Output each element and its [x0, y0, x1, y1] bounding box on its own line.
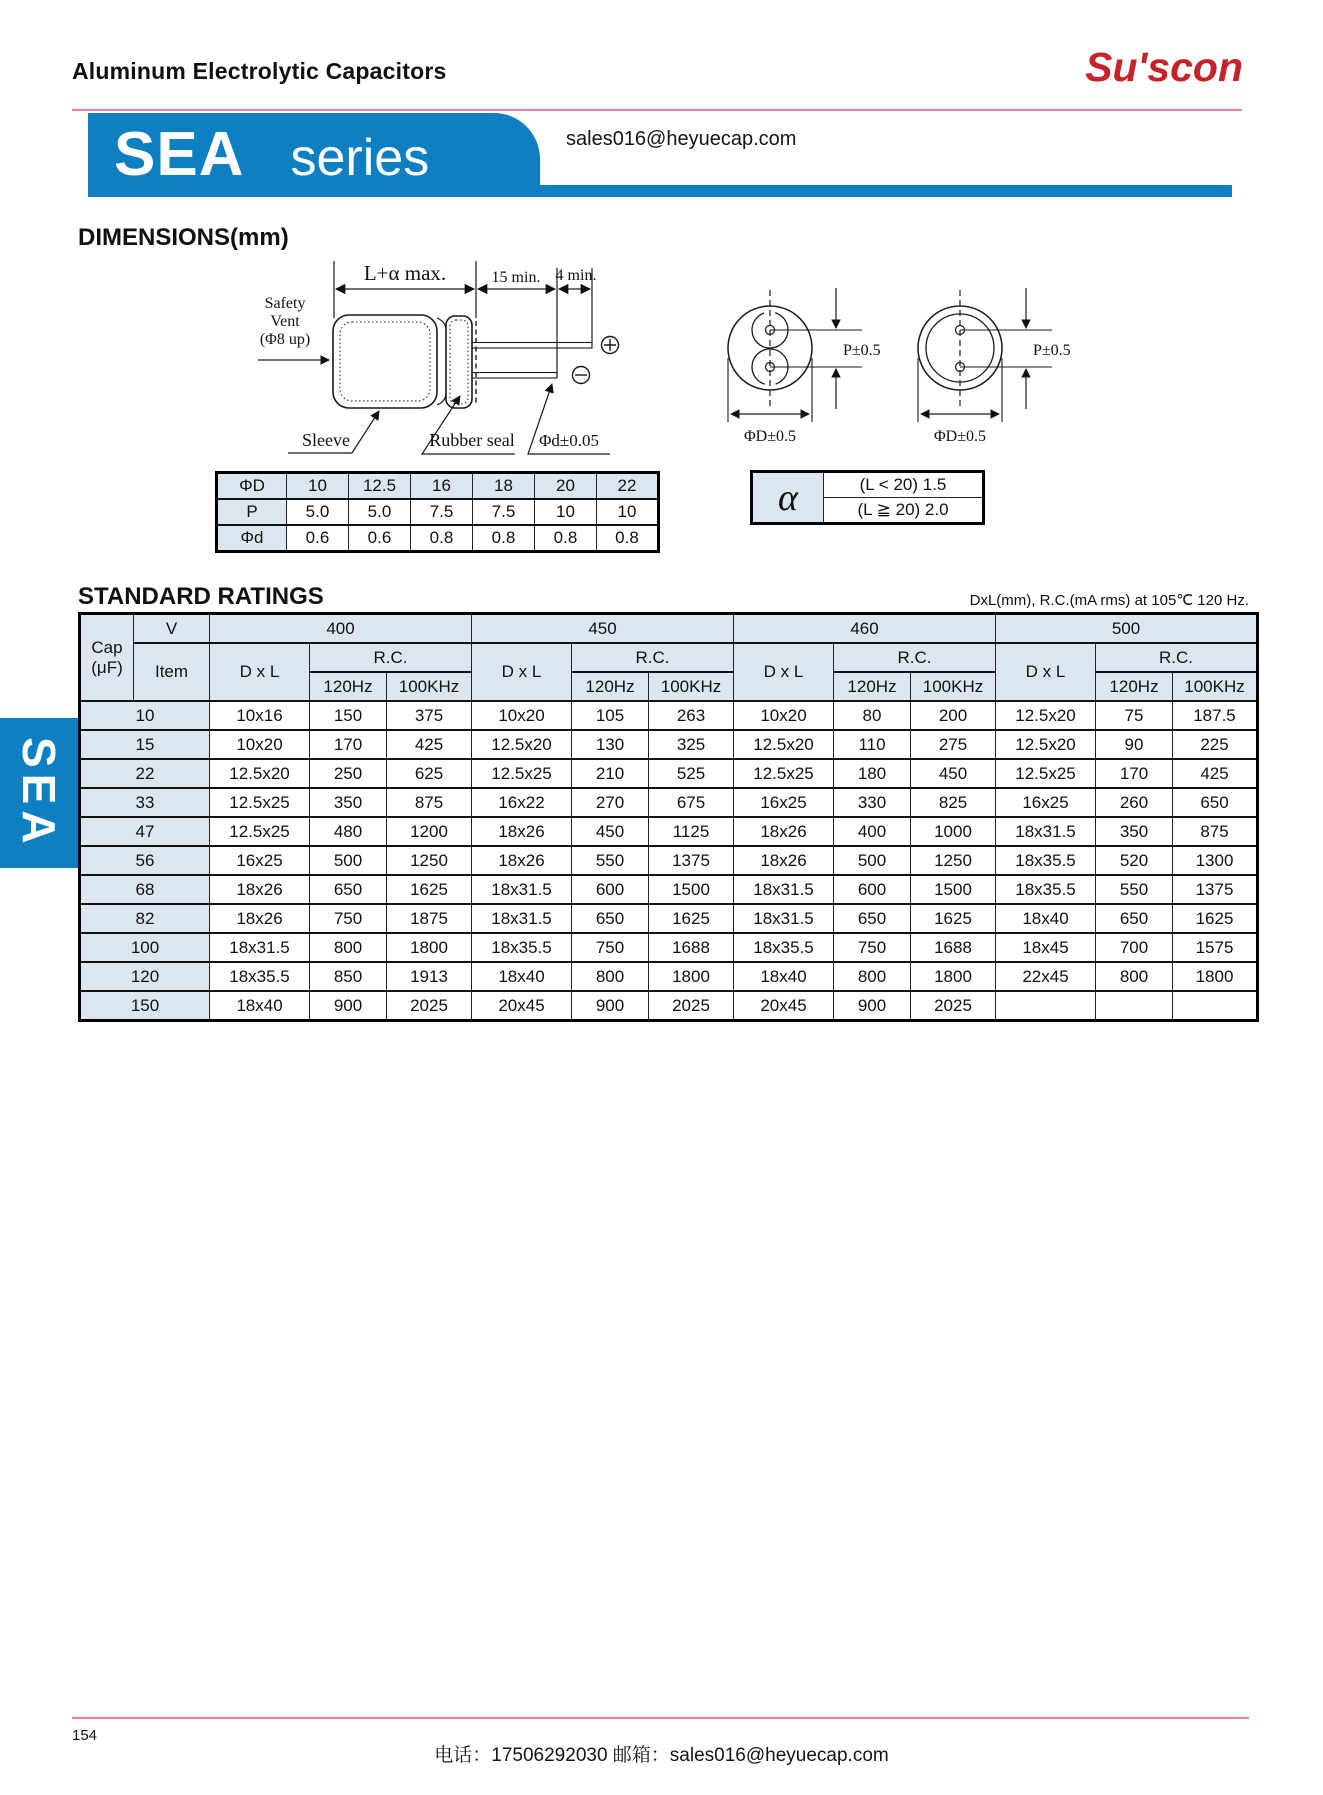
freq-header: 120Hz — [1096, 672, 1173, 701]
rc-100khz-value: 2025 — [387, 991, 472, 1021]
rc-100khz-value: 875 — [387, 788, 472, 817]
dxl-header: D x L — [210, 643, 310, 701]
rc-120hz-value: 260 — [1096, 788, 1173, 817]
cap-header-line1: Cap — [91, 637, 123, 657]
cap-value: 82 — [80, 904, 210, 933]
series-side-tab-label: SEA — [13, 736, 65, 850]
dim-cell: 0.8 — [535, 525, 597, 552]
dxl-value: 12.5x20 — [996, 730, 1096, 759]
dim-cell: 0.8 — [597, 525, 659, 552]
rc-120hz-value: 800 — [310, 933, 387, 962]
ratings-row — [80, 846, 1258, 875]
rc-120hz-value: 650 — [1096, 904, 1173, 933]
alpha-table — [750, 470, 985, 525]
ratings-row — [80, 817, 1258, 846]
rc-120hz-value: 105 — [572, 701, 649, 730]
rc-120hz-value: 400 — [834, 817, 911, 846]
alpha-value: (L < 20) 1.5 — [824, 472, 984, 498]
dxl-value: 18x31.5 — [472, 904, 572, 933]
terminal-bottom-views-drawing — [630, 240, 1110, 460]
cap-value: 10 — [80, 701, 210, 730]
rc-100khz-value: 650 — [1173, 788, 1258, 817]
dxl-value: 22x45 — [996, 962, 1096, 991]
ratings-row — [80, 933, 1258, 962]
rc-120hz-value: 150 — [310, 701, 387, 730]
dxl-header: D x L — [734, 643, 834, 701]
series-name: SEA — [114, 120, 245, 189]
rc-100khz-value: 1250 — [387, 846, 472, 875]
rc-120hz-value: 900 — [310, 991, 387, 1021]
rc-100khz-value: 1625 — [1173, 904, 1258, 933]
rc-100khz-value: 1575 — [1173, 933, 1258, 962]
rc-100khz-value: 1375 — [1173, 875, 1258, 904]
dim-cell: 22 — [597, 473, 659, 500]
dxl-value: 12.5x20 — [996, 701, 1096, 730]
dxl-value: 18x35.5 — [734, 933, 834, 962]
rc-120hz-value: 450 — [572, 817, 649, 846]
v-header: V — [134, 614, 210, 644]
rc-100khz-value: 1913 — [387, 962, 472, 991]
dim-label-l-alpha: L+α max. — [363, 261, 447, 285]
dxl-value: 18x26 — [472, 817, 572, 846]
freq-header: 100KHz — [911, 672, 996, 701]
cap-value: 150 — [80, 991, 210, 1021]
rc-100khz-value: 1300 — [1173, 846, 1258, 875]
dim-row-label: Φd — [217, 525, 287, 552]
rc-120hz-value — [1096, 991, 1173, 1021]
rc-120hz-value: 800 — [1096, 962, 1173, 991]
pitch-label-left: P±0.5 — [843, 342, 881, 359]
cap-header — [80, 614, 134, 702]
rc-100khz-value: 1375 — [649, 846, 734, 875]
diameter-label-left: ΦD±0.5 — [743, 428, 797, 445]
alpha-row — [752, 472, 984, 498]
rc-100khz-value: 1250 — [911, 846, 996, 875]
rc-120hz-value: 850 — [310, 962, 387, 991]
dxl-value: 12.5x25 — [996, 759, 1096, 788]
rc-100khz-value: 187.5 — [1173, 701, 1258, 730]
dxl-value: 16x25 — [996, 788, 1096, 817]
freq-header: 120Hz — [310, 672, 387, 701]
freq-header: 100KHz — [1173, 672, 1258, 701]
series-suffix: series — [290, 129, 430, 187]
ratings-row — [80, 730, 1258, 759]
rc-100khz-value: 2025 — [649, 991, 734, 1021]
sleeve-label: Sleeve — [302, 430, 350, 450]
dxl-value: 18x35.5 — [996, 846, 1096, 875]
dim-cell: 20 — [535, 473, 597, 500]
standard-ratings-table — [78, 612, 1259, 1022]
dxl-value: 10x20 — [734, 701, 834, 730]
rc-header: R.C. — [310, 643, 472, 672]
rc-100khz-value: 2025 — [911, 991, 996, 1021]
ratings-row — [80, 701, 1258, 730]
header-divider — [72, 109, 1242, 111]
diameter-label-right: ΦD±0.5 — [933, 428, 987, 445]
dxl-value: 18x26 — [210, 904, 310, 933]
rc-100khz-value: 263 — [649, 701, 734, 730]
ratings-row — [80, 991, 1258, 1021]
rc-100khz-value: 1000 — [911, 817, 996, 846]
dxl-value: 12.5x25 — [734, 759, 834, 788]
rc-100khz-value: 1800 — [387, 933, 472, 962]
dim-cell: 10 — [597, 499, 659, 525]
rc-120hz-value: 90 — [1096, 730, 1173, 759]
dxl-value: 12.5x25 — [472, 759, 572, 788]
rc-120hz-value: 350 — [310, 788, 387, 817]
rc-100khz-value: 1625 — [911, 904, 996, 933]
rc-100khz-value — [1173, 991, 1258, 1021]
dxl-value: 10x20 — [210, 730, 310, 759]
rc-120hz-value: 600 — [834, 875, 911, 904]
freq-header: 120Hz — [572, 672, 649, 701]
rc-100khz-value: 275 — [911, 730, 996, 759]
footer-contact: 电话：17506292030 邮箱：sales016@heyuecap.com — [434, 1745, 889, 1766]
dxl-value: 12.5x25 — [210, 817, 310, 846]
dxl-value: 16x25 — [210, 846, 310, 875]
dxl-value: 18x31.5 — [210, 933, 310, 962]
rc-120hz-value: 480 — [310, 817, 387, 846]
rc-100khz-value: 1625 — [387, 875, 472, 904]
rc-120hz-value: 350 — [1096, 817, 1173, 846]
rc-100khz-value: 625 — [387, 759, 472, 788]
cap-value: 47 — [80, 817, 210, 846]
rc-120hz-value: 520 — [1096, 846, 1173, 875]
dxl-value: 20x45 — [472, 991, 572, 1021]
rc-120hz-value: 270 — [572, 788, 649, 817]
freq-header: 100KHz — [649, 672, 734, 701]
rc-100khz-value: 1800 — [911, 962, 996, 991]
rc-120hz-value: 650 — [310, 875, 387, 904]
rc-120hz-value: 80 — [834, 701, 911, 730]
page-title: Aluminum Electrolytic Capacitors — [72, 58, 447, 84]
rc-120hz-value: 170 — [310, 730, 387, 759]
rc-100khz-value: 1875 — [387, 904, 472, 933]
rc-100khz-value: 825 — [911, 788, 996, 817]
rc-header: R.C. — [572, 643, 734, 672]
dim-label-4min: 4 min. — [555, 267, 597, 284]
ratings-row — [80, 904, 1258, 933]
lead-diameter-label: Φd±0.05 — [538, 431, 600, 450]
rc-100khz-value: 1500 — [911, 875, 996, 904]
rc-120hz-value: 900 — [834, 991, 911, 1021]
dxl-value: 18x26 — [472, 846, 572, 875]
rc-120hz-value: 330 — [834, 788, 911, 817]
dim-cell: 0.8 — [473, 525, 535, 552]
lead-dimension-table — [215, 471, 660, 553]
minus-terminal-icon — [573, 367, 590, 384]
voltage-header-500: 500 — [996, 614, 1258, 644]
dim-cell: 7.5 — [411, 499, 473, 525]
rc-120hz-value: 750 — [834, 933, 911, 962]
rc-100khz-value: 375 — [387, 701, 472, 730]
ratings-header-row — [80, 614, 1258, 644]
dim-label-15min: 15 min. — [491, 269, 541, 286]
dxl-value: 12.5x25 — [210, 788, 310, 817]
dim-cell: 7.5 — [473, 499, 535, 525]
rc-120hz-value: 500 — [310, 846, 387, 875]
plus-terminal-icon — [602, 337, 619, 354]
ratings-header-row — [80, 643, 1258, 672]
ratings-note: DxL(mm), R.C.(mA rms) at 105℃ 120 Hz. — [969, 592, 1249, 609]
voltage-header-450: 450 — [472, 614, 734, 644]
cap-header-line2: (μF) — [91, 657, 123, 677]
dim-table-row — [217, 473, 659, 500]
dim-cell: 5.0 — [287, 499, 349, 525]
rc-120hz-value: 500 — [834, 846, 911, 875]
dxl-value: 18x40 — [996, 904, 1096, 933]
ratings-row — [80, 962, 1258, 991]
alpha-value: (L ≧ 20) 2.0 — [824, 498, 984, 524]
rc-120hz-value: 550 — [572, 846, 649, 875]
dxl-value: 12.5x20 — [472, 730, 572, 759]
dxl-value: 10x20 — [472, 701, 572, 730]
dim-cell: 18 — [473, 473, 535, 500]
rc-100khz-value: 875 — [1173, 817, 1258, 846]
dxl-value: 18x31.5 — [472, 875, 572, 904]
ratings-row — [80, 788, 1258, 817]
dxl-value: 18x26 — [210, 875, 310, 904]
dim-cell: 16 — [411, 473, 473, 500]
voltage-header-460: 460 — [734, 614, 996, 644]
dim-cell: 0.8 — [411, 525, 473, 552]
ratings-row — [80, 759, 1258, 788]
rc-120hz-value: 170 — [1096, 759, 1173, 788]
dxl-value: 18x31.5 — [734, 904, 834, 933]
rc-100khz-value: 325 — [649, 730, 734, 759]
rc-120hz-value: 750 — [572, 933, 649, 962]
rc-120hz-value: 750 — [310, 904, 387, 933]
rc-120hz-value: 800 — [572, 962, 649, 991]
cap-value: 68 — [80, 875, 210, 904]
ratings-row — [80, 875, 1258, 904]
cap-value: 100 — [80, 933, 210, 962]
cap-value: 56 — [80, 846, 210, 875]
rc-header: R.C. — [834, 643, 996, 672]
contact-email: sales016@heyuecap.com — [566, 128, 797, 150]
rc-100khz-value: 200 — [911, 701, 996, 730]
series-banner — [88, 113, 540, 197]
capacitor-side-view-drawing — [230, 218, 630, 468]
dim-cell: 0.6 — [287, 525, 349, 552]
dxl-value: 18x35.5 — [210, 962, 310, 991]
rc-100khz-value: 1688 — [649, 933, 734, 962]
dim-table-row — [217, 525, 659, 552]
rc-120hz-value: 800 — [834, 962, 911, 991]
rc-120hz-value: 180 — [834, 759, 911, 788]
series-side-tab — [0, 718, 78, 868]
dxl-value: 18x40 — [472, 962, 572, 991]
dxl-value: 18x26 — [734, 846, 834, 875]
rc-100khz-value: 1688 — [911, 933, 996, 962]
dxl-value: 18x45 — [996, 933, 1096, 962]
dim-cell: 0.6 — [349, 525, 411, 552]
cap-value: 33 — [80, 788, 210, 817]
rc-header: R.C. — [1096, 643, 1258, 672]
rubber-seal-label: Rubber seal — [429, 430, 515, 450]
freq-header: 100KHz — [387, 672, 472, 701]
cap-value: 120 — [80, 962, 210, 991]
dim-table-row — [217, 499, 659, 525]
rc-100khz-value: 225 — [1173, 730, 1258, 759]
safety-vent-label-2: Vent — [270, 313, 300, 330]
rc-120hz-value: 250 — [310, 759, 387, 788]
dxl-header: D x L — [472, 643, 572, 701]
dxl-value: 18x40 — [210, 991, 310, 1021]
brand-logo: Su'scon — [1085, 44, 1243, 90]
rc-120hz-value: 600 — [572, 875, 649, 904]
dimensions-section-title: DIMENSIONS(mm) — [78, 224, 289, 251]
alpha-symbol: α — [752, 472, 824, 524]
dim-row-label: ΦD — [217, 473, 287, 500]
rc-120hz-value: 700 — [1096, 933, 1173, 962]
rc-100khz-value: 1200 — [387, 817, 472, 846]
dxl-value: 18x31.5 — [996, 817, 1096, 846]
rc-120hz-value: 130 — [572, 730, 649, 759]
rc-120hz-value: 650 — [572, 904, 649, 933]
page-number: 154 — [72, 1727, 98, 1744]
rc-120hz-value: 110 — [834, 730, 911, 759]
rc-120hz-value: 75 — [1096, 701, 1173, 730]
dxl-value: 18x31.5 — [734, 875, 834, 904]
dim-cell: 12.5 — [349, 473, 411, 500]
rc-120hz-value: 550 — [1096, 875, 1173, 904]
rc-100khz-value: 525 — [649, 759, 734, 788]
footer-divider — [72, 1717, 1249, 1719]
rc-120hz-value: 210 — [572, 759, 649, 788]
rc-100khz-value: 1500 — [649, 875, 734, 904]
dxl-value: 20x45 — [734, 991, 834, 1021]
pitch-label-right: P±0.5 — [1033, 342, 1071, 359]
rc-100khz-value: 1625 — [649, 904, 734, 933]
ratings-section-title: STANDARD RATINGS — [78, 583, 324, 610]
dxl-header: D x L — [996, 643, 1096, 701]
rc-120hz-value: 650 — [834, 904, 911, 933]
dxl-value: 10x16 — [210, 701, 310, 730]
rc-100khz-value: 1125 — [649, 817, 734, 846]
dim-row-label: P — [217, 499, 287, 525]
dxl-value: 18x40 — [734, 962, 834, 991]
dim-cell: 5.0 — [349, 499, 411, 525]
dxl-value: 18x26 — [734, 817, 834, 846]
rc-100khz-value: 425 — [1173, 759, 1258, 788]
dxl-value: 18x35.5 — [996, 875, 1096, 904]
dim-cell: 10 — [535, 499, 597, 525]
rc-100khz-value: 450 — [911, 759, 996, 788]
safety-vent-label-1: Safety — [264, 295, 306, 312]
dxl-value: 12.5x20 — [210, 759, 310, 788]
dxl-value: 18x35.5 — [472, 933, 572, 962]
rc-120hz-value: 900 — [572, 991, 649, 1021]
dxl-value — [996, 991, 1096, 1021]
rc-100khz-value: 425 — [387, 730, 472, 759]
dxl-value: 16x25 — [734, 788, 834, 817]
voltage-header-400: 400 — [210, 614, 472, 644]
freq-header: 120Hz — [834, 672, 911, 701]
rc-100khz-value: 1800 — [649, 962, 734, 991]
dim-cell: 10 — [287, 473, 349, 500]
safety-vent-label-3: (Φ8 up) — [259, 331, 311, 348]
cap-value: 15 — [80, 730, 210, 759]
rc-100khz-value: 675 — [649, 788, 734, 817]
item-header: Item — [134, 643, 210, 701]
cap-value: 22 — [80, 759, 210, 788]
dxl-value: 12.5x20 — [734, 730, 834, 759]
rc-100khz-value: 1800 — [1173, 962, 1258, 991]
dxl-value: 16x22 — [472, 788, 572, 817]
